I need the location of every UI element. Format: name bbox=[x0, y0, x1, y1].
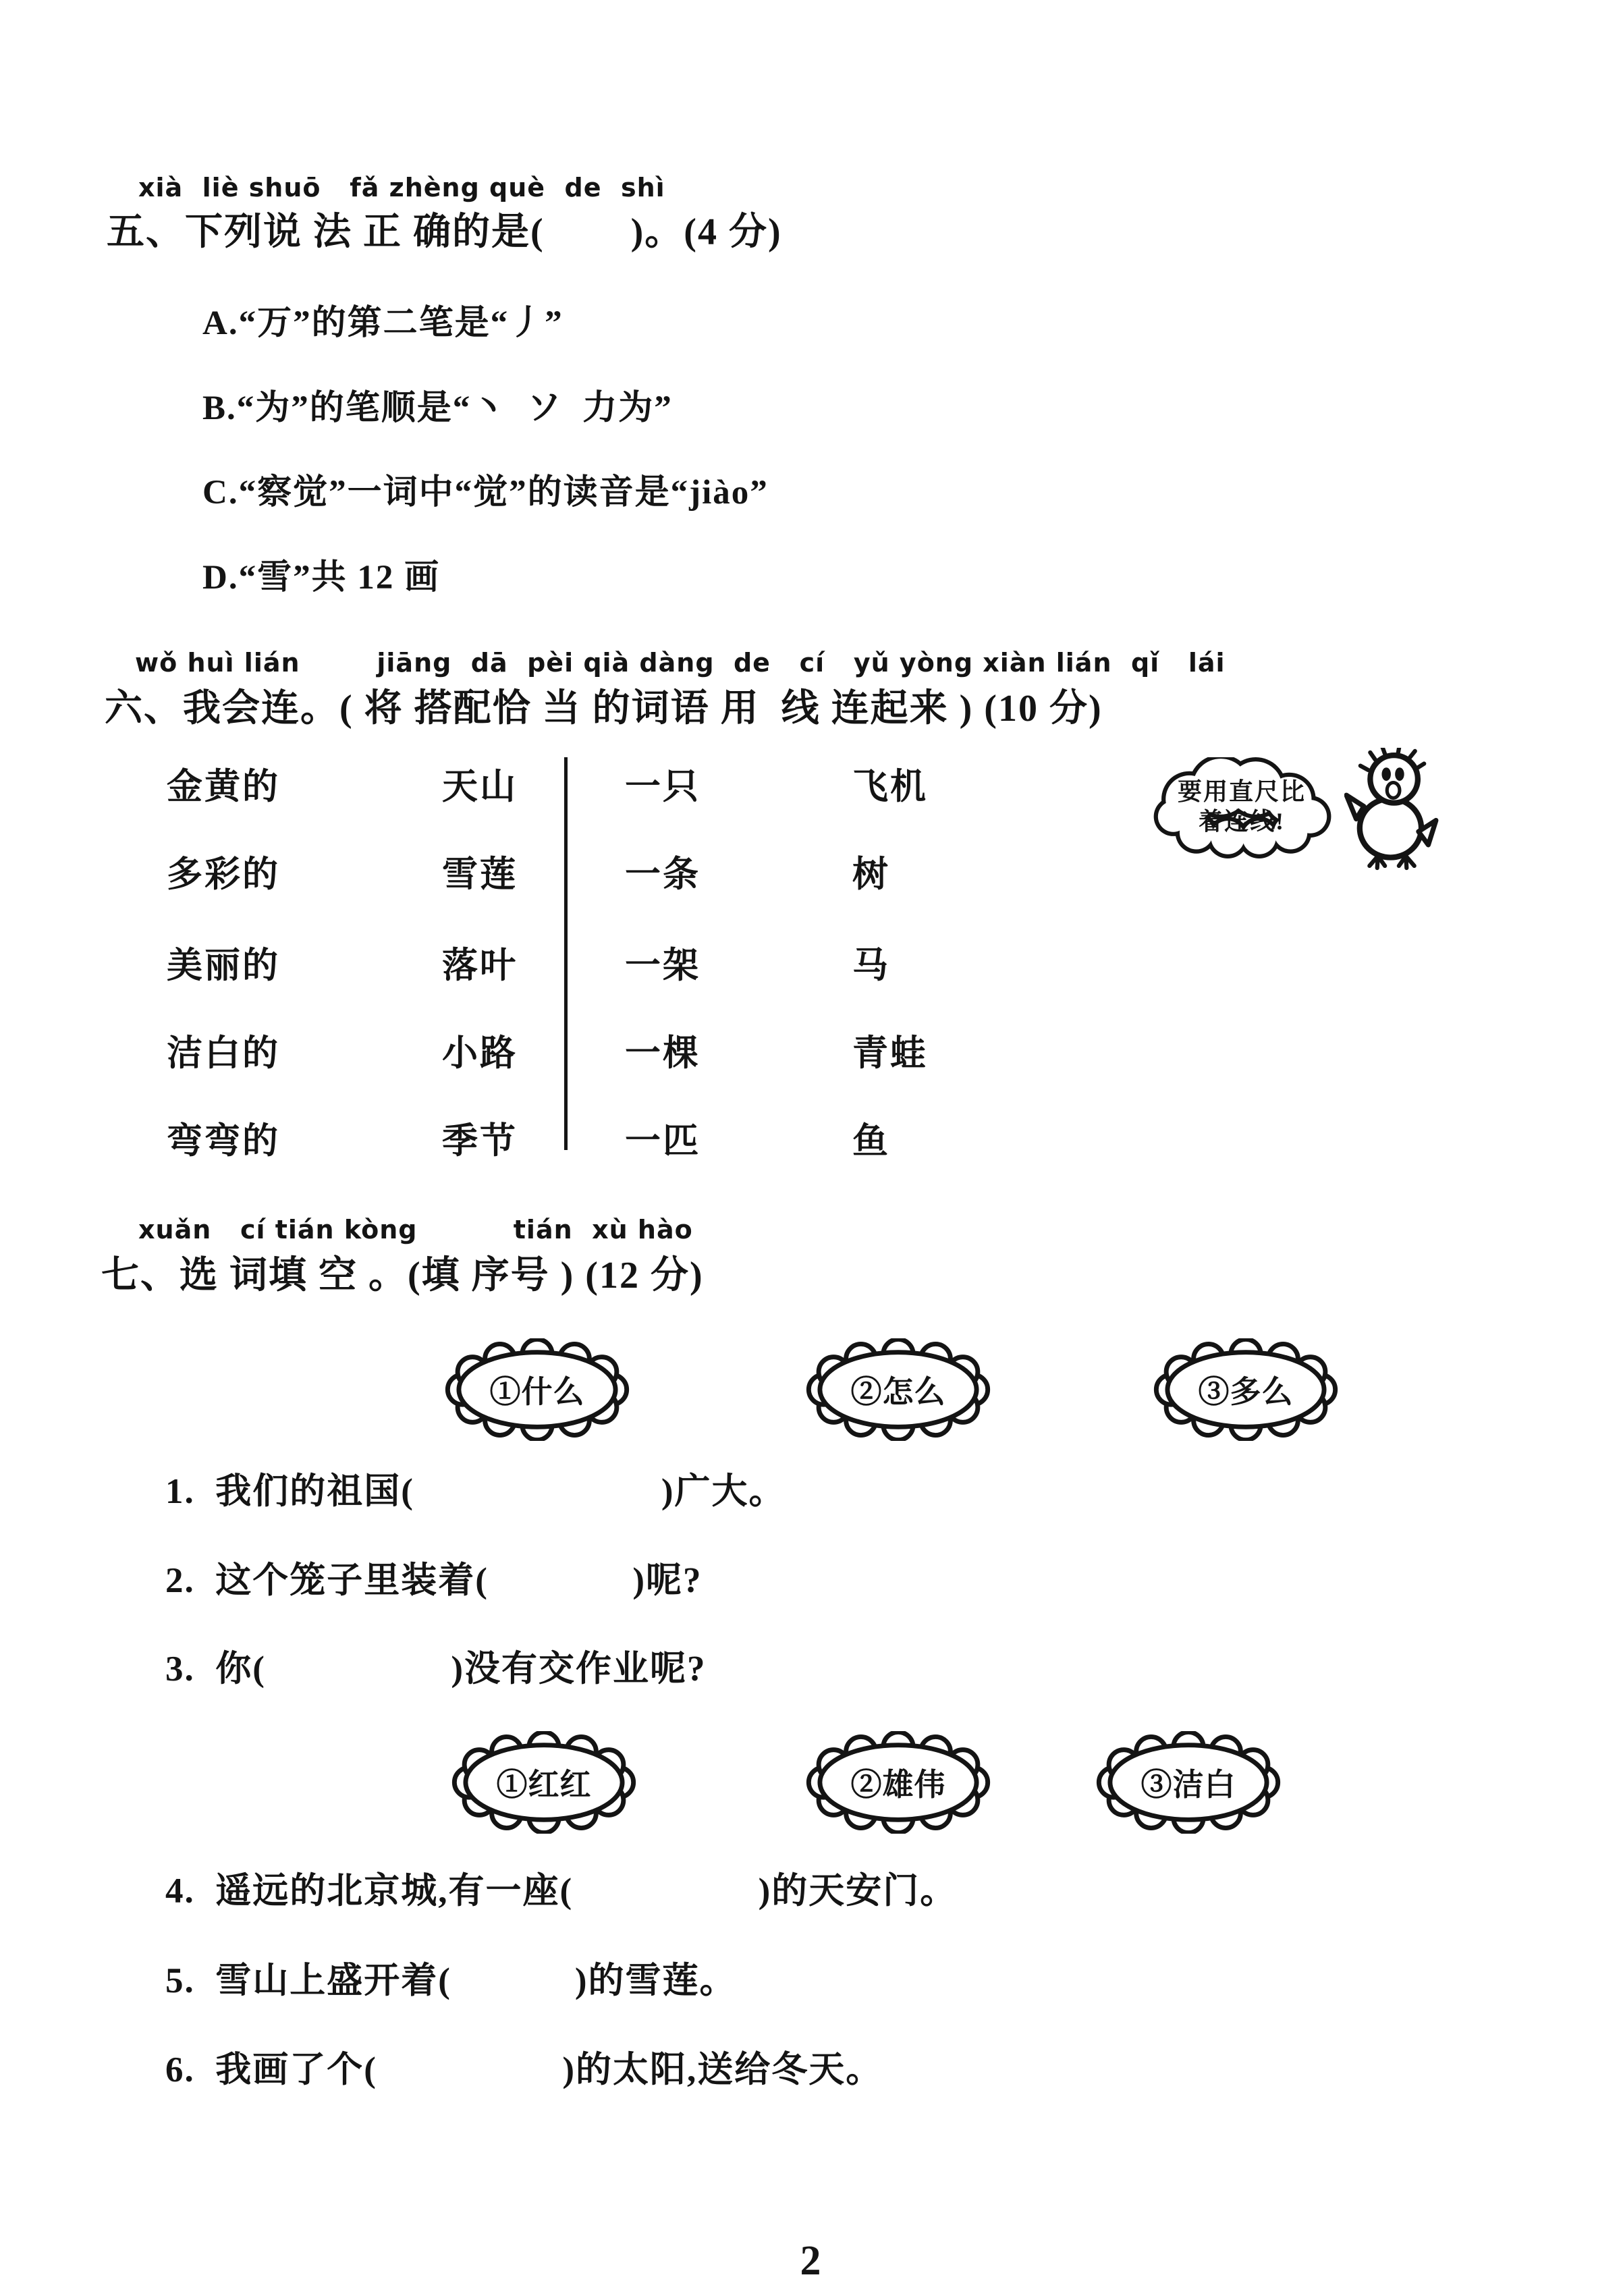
match-noun: 雪莲 bbox=[442, 855, 518, 894]
match-measure-word: 一匹 bbox=[625, 1122, 700, 1161]
hint-text-line2: 着连线! bbox=[1199, 808, 1285, 835]
match-adjective: 弯弯的 bbox=[167, 1122, 280, 1161]
page-number: 2 bbox=[800, 2238, 821, 2284]
choice-badge-honghong bbox=[439, 1731, 649, 1834]
fill-item-5: 5. 雪山上盛开着( )的雪莲。 bbox=[165, 1961, 737, 2000]
hint-text-line1: 要用直尺比 bbox=[1177, 778, 1306, 805]
badge-label: ③多么 bbox=[1198, 1375, 1294, 1409]
fill-item-6: 6. 我画了个( )的太阳,送给冬天。 bbox=[165, 2050, 883, 2089]
option-c: C.“察觉”一词中“觉”的读音是“jiào” bbox=[202, 474, 769, 512]
badge-label: ③洁白 bbox=[1141, 1768, 1236, 1802]
match-row-3 bbox=[0, 945, 1621, 987]
match-noun: 小路 bbox=[442, 1034, 518, 1073]
match-adjective: 金黄的 bbox=[167, 767, 280, 807]
fill-item-3: 3. 你( )没有交作业呢? bbox=[165, 1649, 707, 1689]
badge-label: ②怎么 bbox=[850, 1375, 946, 1409]
match-divider-line bbox=[564, 757, 568, 1150]
match-row-5 bbox=[0, 1120, 1621, 1162]
match-measure-word: 一棵 bbox=[625, 1034, 700, 1073]
match-object: 青蛙 bbox=[852, 1034, 928, 1073]
match-object: 马 bbox=[852, 946, 890, 985]
hint-text bbox=[1163, 772, 1321, 841]
badge-label: ①红红 bbox=[496, 1768, 592, 1802]
choice-badge-shenme bbox=[432, 1338, 642, 1441]
pinyin-line-q6: wǒ huì lián jiāng dā pèi qià dàng de cí yǔ yòng xiàn lián qǐ lái bbox=[135, 648, 1226, 678]
badge-label: ①什么 bbox=[489, 1375, 585, 1409]
hint-cloud bbox=[1151, 757, 1333, 858]
match-object: 鱼 bbox=[852, 1122, 890, 1161]
choice-badge-xiongwei bbox=[793, 1731, 1004, 1834]
match-noun: 天山 bbox=[442, 767, 518, 807]
badge-label: ②雄伟 bbox=[850, 1768, 946, 1802]
pinyin-line-q7: xuǎn cí tián kòng tián xù hào bbox=[138, 1215, 693, 1245]
match-measure-word: 一条 bbox=[625, 855, 700, 894]
match-adjective: 美丽的 bbox=[167, 946, 280, 985]
fill-item-2: 2. 这个笼子里装着( )呢? bbox=[165, 1561, 703, 1600]
bird-illustration bbox=[1344, 748, 1439, 873]
choice-badge-zenme bbox=[793, 1338, 1004, 1441]
match-row-4 bbox=[0, 1033, 1621, 1074]
question-6-title: 六、我会连。( 将 搭配恰 当 的词语 用 线 连起来 ) (10 分) bbox=[105, 688, 1103, 730]
fill-item-4: 4. 遥远的北京城,有一座( )的天安门。 bbox=[165, 1871, 958, 1911]
match-adjective: 多彩的 bbox=[167, 855, 280, 894]
question-5-title: 五、下列说 法 正 确的是( )。(4 分) bbox=[107, 211, 782, 253]
choice-badge-duome bbox=[1141, 1338, 1351, 1441]
option-b: B.“为”的笔顺是“丶 ソ 力为” bbox=[202, 389, 673, 427]
match-object: 飞机 bbox=[852, 767, 928, 807]
match-measure-word: 一架 bbox=[625, 946, 700, 985]
pinyin-line-q5: xià liè shuō fǎ zhèng què de shì bbox=[138, 173, 665, 202]
option-a: A.“万”的第二笔是“丿” bbox=[202, 304, 564, 342]
choice-badge-jiebai bbox=[1083, 1731, 1294, 1834]
option-d: D.“雪”共 12 画 bbox=[202, 559, 441, 597]
fill-item-1: 1. 我们的祖国( )广大。 bbox=[165, 1472, 786, 1511]
match-measure-word: 一只 bbox=[625, 767, 700, 807]
question-7-title: 七、选 词填 空 。(填 序号 ) (12 分) bbox=[101, 1255, 704, 1296]
match-noun: 季节 bbox=[442, 1122, 518, 1161]
match-noun: 落叶 bbox=[442, 946, 518, 985]
match-adjective: 洁白的 bbox=[167, 1034, 280, 1073]
match-object: 树 bbox=[852, 855, 890, 894]
